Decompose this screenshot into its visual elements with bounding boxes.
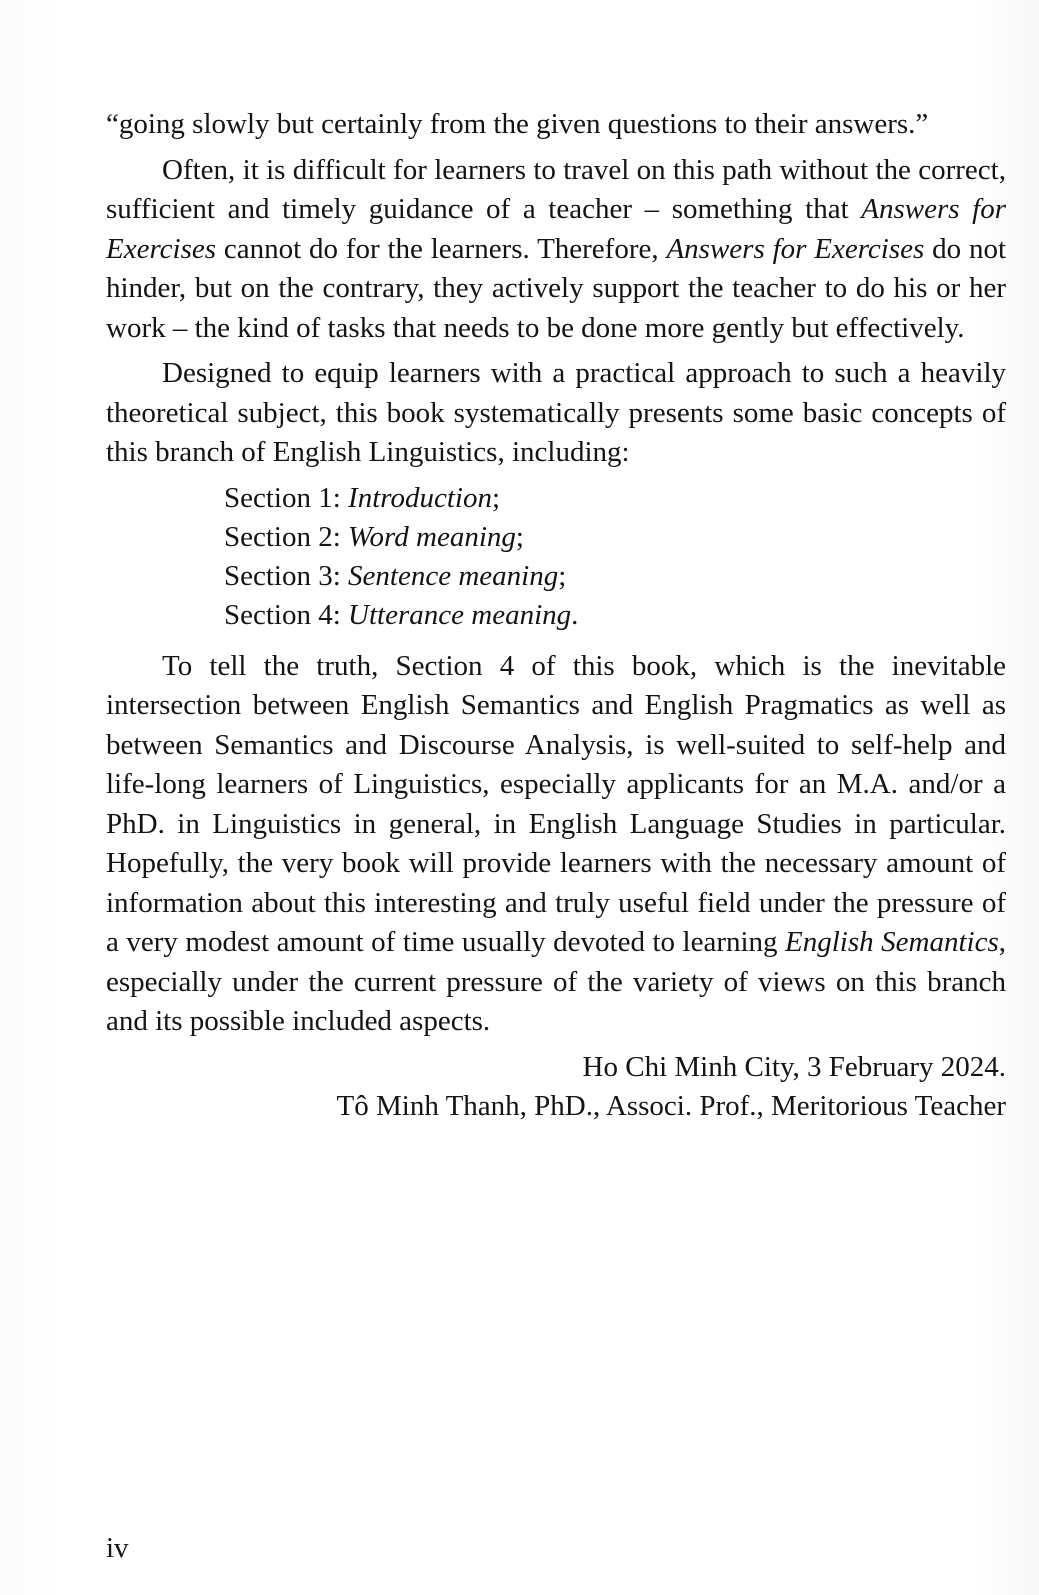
section-item-4 <box>224 596 1006 635</box>
section-item-3 <box>224 557 1006 596</box>
paragraph-section-4-text-c: , especially under the current pressure of the variety of views on this branch and its possible included aspects. <box>106 926 1006 1037</box>
section-item-2 <box>224 518 1006 557</box>
place-date: Ho Chi Minh City, 3 February 2024. <box>582 1050 1006 1083</box>
paragraph-guidance-text-a: Often, it is difficult for learners to travel on this path without the correct, sufficient and timely guidance of a teacher – something that <box>106 153 1006 225</box>
section-punct: . <box>571 598 579 631</box>
section-punct: ; <box>558 559 567 592</box>
section-title: Introduction <box>348 481 492 514</box>
section-label: Section 2: <box>224 520 349 553</box>
section-item-1 <box>224 479 1006 518</box>
book-title-answers-for-exercises-2: Answers for Exercises <box>666 232 925 265</box>
section-list <box>106 479 1006 635</box>
paragraph-section-4 <box>106 647 1006 1042</box>
paragraph-design: Designed to equip learners with a practical approach to such a heavily theoretical subject, this book systematically presents some basic concepts of this branch of English Linguistics, including: <box>106 357 1006 468</box>
section-title: Utterance meaning <box>348 598 572 631</box>
subject-title-english-semantics: English Semantics <box>785 926 999 958</box>
section-punct: ; <box>491 481 501 514</box>
page-number: iv <box>106 1532 129 1564</box>
paragraph-quote-continuation: “going slowly but certainly from the given questions to their answers.” <box>106 108 929 140</box>
section-title: Word meaning <box>348 520 516 553</box>
section-label: Section 3: <box>224 559 349 592</box>
paragraph-guidance <box>106 151 1006 349</box>
paragraph-guidance-text-c: cannot do for the learners. Therefore, <box>216 232 667 265</box>
section-label: Section 4: <box>224 598 349 631</box>
paragraph-section-4-text-a: To tell the truth, Section 4 of this book, which is the inevitable intersection between English Semantics and English Pragmatics as well as between Semantics and Discourse Analysis, is well-suited to self-help and life-long learners of Linguistics, especially applicants for an M.A. and/or a PhD. in Linguistics in general, in English Language Studies in particular. Hopefully, the very book will provide learners with the necessary amount of information about this interesting and truly useful field under the pressure of a very modest amount of time usually devoted to learning <box>106 649 1006 958</box>
page-body <box>106 105 1006 1127</box>
section-label: Section 1: <box>224 481 349 514</box>
paragraph-guidance-text-e: do not hinder, but on the contrary, they actively support the teacher to do his or her work – the kind of tasks that needs to be done more gently but effectively. <box>106 232 1006 344</box>
book-title-answers-for-exercises: Answers for Exercises <box>106 193 1006 265</box>
author-signature-line: Tô Minh Thanh, PhD., Associ. Prof., Meritorious Teacher <box>336 1090 1006 1122</box>
section-title: Sentence meaning <box>348 559 559 592</box>
section-punct: ; <box>515 520 524 553</box>
